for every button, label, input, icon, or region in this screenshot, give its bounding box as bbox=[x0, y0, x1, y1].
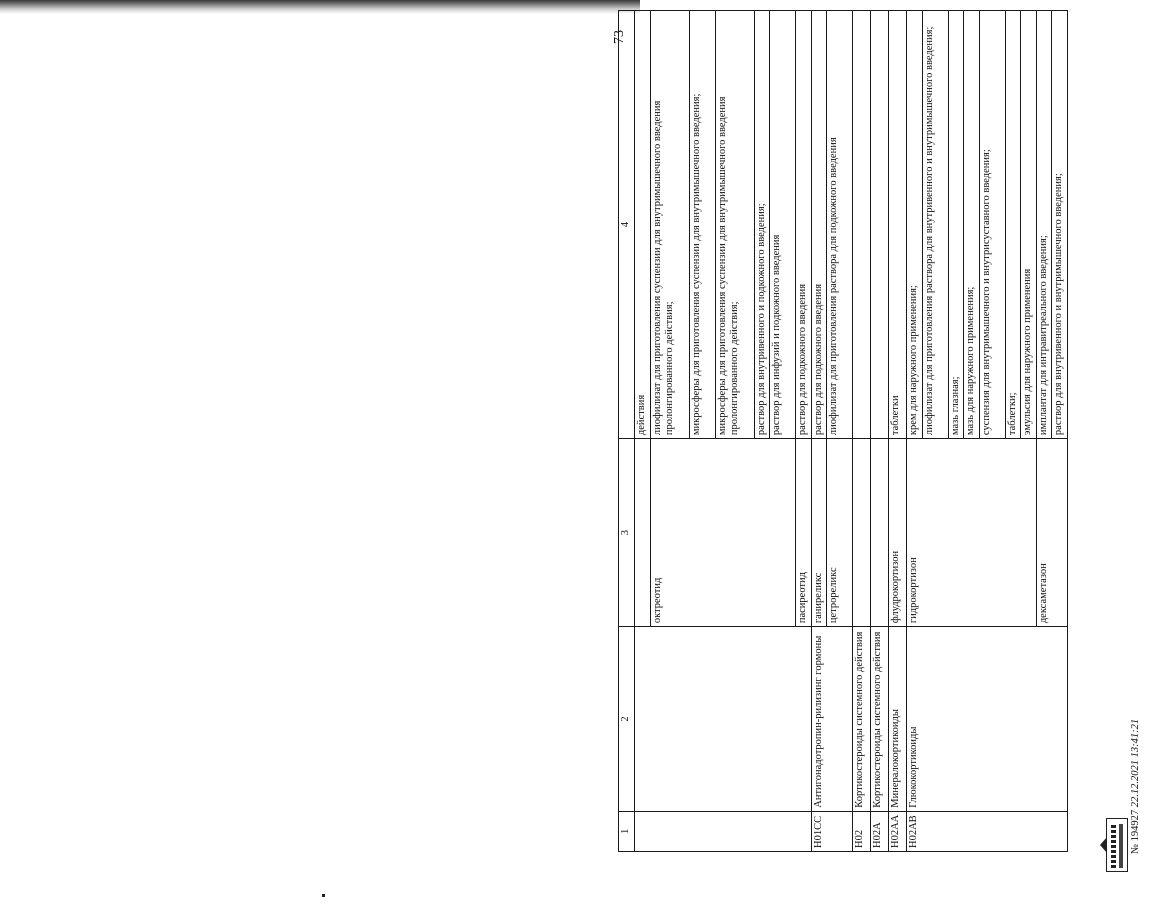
atc-code-cell: H02A bbox=[871, 811, 889, 851]
group-name-cell: Глюкокортикоиды bbox=[907, 627, 1068, 812]
medicine-name-cell: гидрокортизон bbox=[907, 439, 1037, 627]
dosage-form-cell: лиофилизат для приготовления раствора для внутривенного и внутримышечного введения; bbox=[922, 11, 948, 439]
dosage-form-cell bbox=[853, 11, 871, 439]
medicine-name-cell: ганиреликс bbox=[811, 439, 827, 627]
dosage-form-cell: мазь для наружного применения; bbox=[964, 11, 980, 439]
dosage-form-cell: раствор для инфузий и подкожного введения bbox=[770, 11, 796, 439]
medicine-name-cell: дексаметазон bbox=[1036, 439, 1067, 627]
document-footer bbox=[1130, 719, 1141, 854]
table-row bbox=[889, 11, 907, 852]
dosage-form-cell: мазь глазная; bbox=[948, 11, 964, 439]
table-row bbox=[853, 11, 871, 852]
atc-code-cell: H02AA bbox=[889, 811, 907, 851]
medicine-name-cell: пасиреотид bbox=[796, 439, 812, 627]
medicine-name-cell: флудрокортизон bbox=[889, 439, 907, 627]
atc-code-cell: H02 bbox=[853, 811, 871, 851]
table-row bbox=[635, 11, 651, 852]
dosage-form-cell: имплантат для интравитреального введения; bbox=[1036, 11, 1052, 439]
group-name-cell: Антигонадотропин-рилизинг гормоны bbox=[811, 627, 853, 812]
dosage-form-cell: раствор для подкожного введения bbox=[796, 11, 812, 439]
dosage-form-cell: крем для наружного применения; bbox=[907, 11, 923, 439]
dosage-form-cell: лиофилизат для приготовления раствора для подкожного введения bbox=[827, 11, 853, 439]
group-name-cell: Кортикостероиды системного действия bbox=[853, 627, 871, 812]
dosage-form-cell: эмульсия для наружного применения bbox=[1021, 11, 1037, 439]
document-datetime: 22.12.2021 13:41:21 bbox=[1130, 718, 1141, 808]
document-number: № 194927 bbox=[1130, 809, 1141, 854]
dosage-form-cell: лиофилизат для приготовления суспензии для внутримышечного введения пролонгированного действия; bbox=[650, 11, 689, 439]
dosage-form-cell: раствор для внутривенного и подкожного введения; bbox=[754, 11, 770, 439]
medicine-name-cell bbox=[871, 439, 889, 627]
column-header: 4 bbox=[619, 11, 635, 439]
table-row bbox=[907, 11, 923, 852]
atc-code-cell: H01CC bbox=[811, 811, 853, 851]
dosage-form-cell: суспензия для внутримышечного и внутрисуставного введения; bbox=[979, 11, 1005, 439]
medicine-name-cell bbox=[635, 439, 651, 627]
medicines-table bbox=[618, 10, 1068, 852]
dosage-form-cell: раствор для подкожного введения bbox=[811, 11, 827, 439]
medicine-name-cell: цетрореликс bbox=[827, 439, 853, 627]
seal-stamp bbox=[1106, 818, 1128, 872]
dosage-form-cell: раствор для внутривенного и внутримышечного введения; bbox=[1052, 11, 1068, 439]
column-header: 3 bbox=[619, 439, 635, 627]
dosage-form-cell: таблетки; bbox=[1005, 11, 1021, 439]
medicine-name-cell bbox=[853, 439, 871, 627]
dosage-form-cell: микросферы для приготовления суспензии для внутримышечного введения; bbox=[689, 11, 715, 439]
medicine-name-cell: октреотид bbox=[650, 439, 796, 627]
page-number: 73 bbox=[612, 30, 627, 44]
group-name-cell: Кортикостероиды системного действия bbox=[871, 627, 889, 812]
rotated-document-page bbox=[590, 10, 1150, 870]
column-header: 2 bbox=[619, 627, 635, 812]
dosage-form-cell: действия bbox=[635, 11, 651, 439]
dosage-form-cell bbox=[871, 11, 889, 439]
table-body bbox=[619, 11, 1068, 852]
group-name-cell: Минералокортикоиды bbox=[889, 627, 907, 812]
column-header: 1 bbox=[619, 811, 635, 851]
scan-speck bbox=[322, 894, 325, 897]
table-row bbox=[871, 11, 889, 852]
table-row bbox=[811, 11, 827, 852]
scan-top-edge bbox=[0, 0, 640, 14]
atc-code-cell bbox=[635, 811, 812, 851]
table-header-row bbox=[619, 11, 635, 852]
group-name-cell bbox=[635, 627, 812, 812]
atc-code-cell: H02AB bbox=[907, 811, 1068, 851]
dosage-form-cell: микросферы для приготовления суспензии для внутримышечного введения пролонгированного действия; bbox=[715, 11, 754, 439]
dosage-form-cell: таблетки bbox=[889, 11, 907, 439]
